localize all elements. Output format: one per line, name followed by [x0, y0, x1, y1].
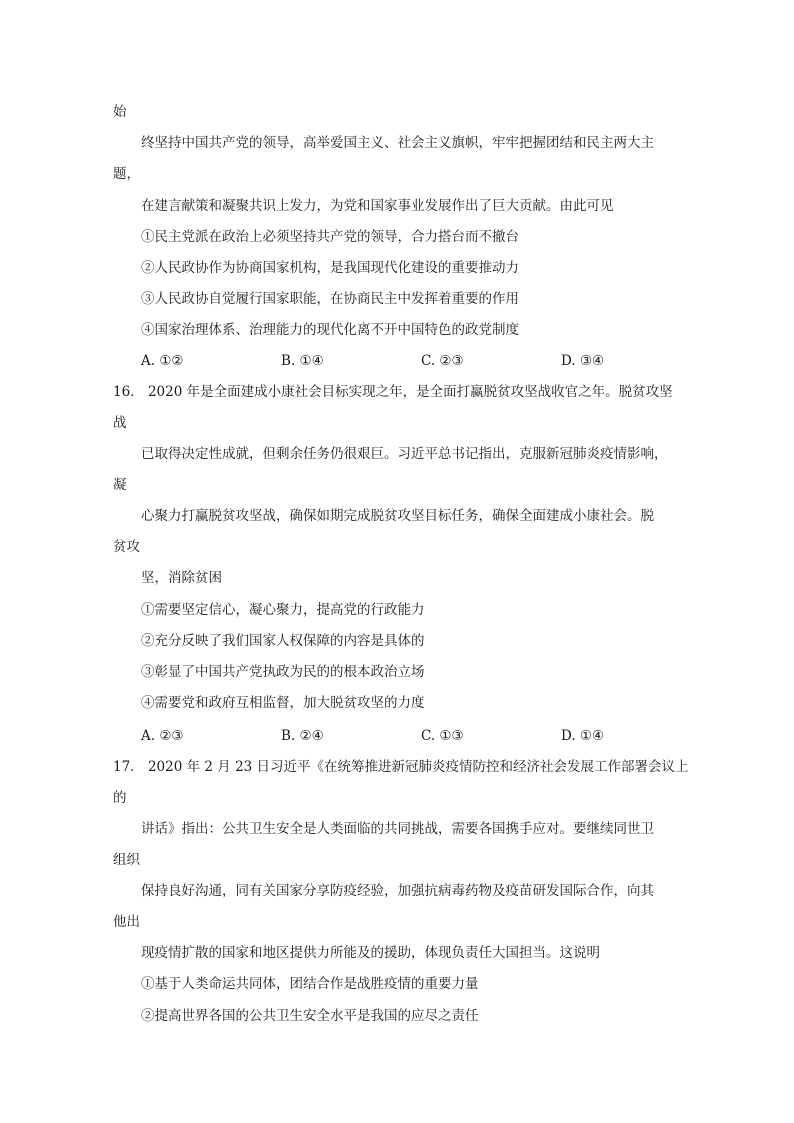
q17-line: 组织: [113, 852, 140, 868]
q16-line: 坚，消除贫困: [141, 570, 222, 586]
q15-statement-4: ④国家治理体系、治理能力的现代化离不开中国特色的政党制度: [141, 322, 519, 338]
q17-line: 讲话》指出：公共卫生安全是人类面临的共同挑战，需要各国携手应对。要继续同世卫: [141, 821, 654, 837]
q15-option-d: D. ③④: [561, 353, 605, 369]
q16-statement-3: ③彰显了中国共产党执政为民的的根本政治立场: [141, 664, 425, 680]
q16-line: 已取得决定性成就，但剩余任务仍很艰巨。习近平总书记指出，克服新冠肺炎疫情影响，: [141, 446, 668, 462]
q17-statement-2: ②提高世界各国的公共卫生安全水平是我国的应尽之责任: [141, 1008, 479, 1024]
q15-statement-1: ①民主党派在政治上必须坚持共产党的领导，合力搭台而不撤台: [141, 229, 519, 245]
q16-line: 凝: [113, 477, 127, 493]
q16-option-b: B. ②④: [281, 728, 324, 744]
q16-statement-2: ②充分反映了我们国家人权保障的内容是具体的: [141, 633, 425, 649]
q16-statement-4: ④需要党和政府互相监督，加大脱贫攻坚的力度: [141, 695, 425, 711]
q16-line: 战: [113, 415, 127, 431]
q16-option-a: A. ②③: [141, 728, 184, 744]
q17-line: 的: [113, 790, 127, 806]
q15-option-c: C. ②③: [421, 353, 464, 369]
q16-line: 16． 2020 年是全面建成小康社会目标实现之年，是全面打赢脱贫攻坚战收官之年。脱贫攻坚: [113, 384, 673, 400]
q16-line: 心聚力打赢脱贫攻坚战，确保如期完成脱贫攻坚目标任务，确保全面建成小康社会。脱: [141, 508, 654, 524]
q15-option-b: B. ①④: [281, 353, 324, 369]
q15-statement-2: ②人民政协作为协商国家机构，是我国现代化建设的重要推动力: [141, 260, 519, 276]
q17-line: 保持良好沟通，同有关国家分享防疫经验，加强抗病毒药物及疫苗研发国际合作，向其: [141, 883, 654, 899]
q16-statement-1: ①需要坚定信心，凝心聚力，提高党的行政能力: [141, 602, 425, 618]
q16-option-c: C. ①③: [421, 728, 464, 744]
q17-statement-1: ①基于人类命运共同体，团结合作是战胜疫情的重要力量: [141, 976, 479, 992]
q15-line: 始: [113, 104, 127, 120]
q17-line: 17． 2020 年 2 月 23 日习近平《在统筹推进新冠肺炎疫情防控和经济社会发展工作部署会议上: [113, 759, 689, 775]
q15-option-a: A. ①②: [141, 353, 184, 369]
q15-statement-3: ③人民政协自觉履行国家职能，在协商民主中发挥着重要的作用: [141, 291, 519, 307]
q15-line: 题，: [113, 166, 140, 182]
q15-line: 终坚持中国共产党的领导，高举爱国主义、社会主义旗帜，牢牢把握团结和民主两大主: [141, 135, 654, 151]
q16-option-d: D. ①④: [561, 728, 605, 744]
q17-line: 现疫情扩散的国家和地区提供力所能及的援助，体现负责任大国担当。这说明: [141, 945, 600, 961]
q17-line: 他出: [113, 914, 140, 930]
q15-line: 在建言献策和凝聚共识上发力，为党和国家事业发展作出了巨大贡献。由此可见: [141, 198, 614, 214]
q16-line: 贫攻: [113, 539, 140, 555]
